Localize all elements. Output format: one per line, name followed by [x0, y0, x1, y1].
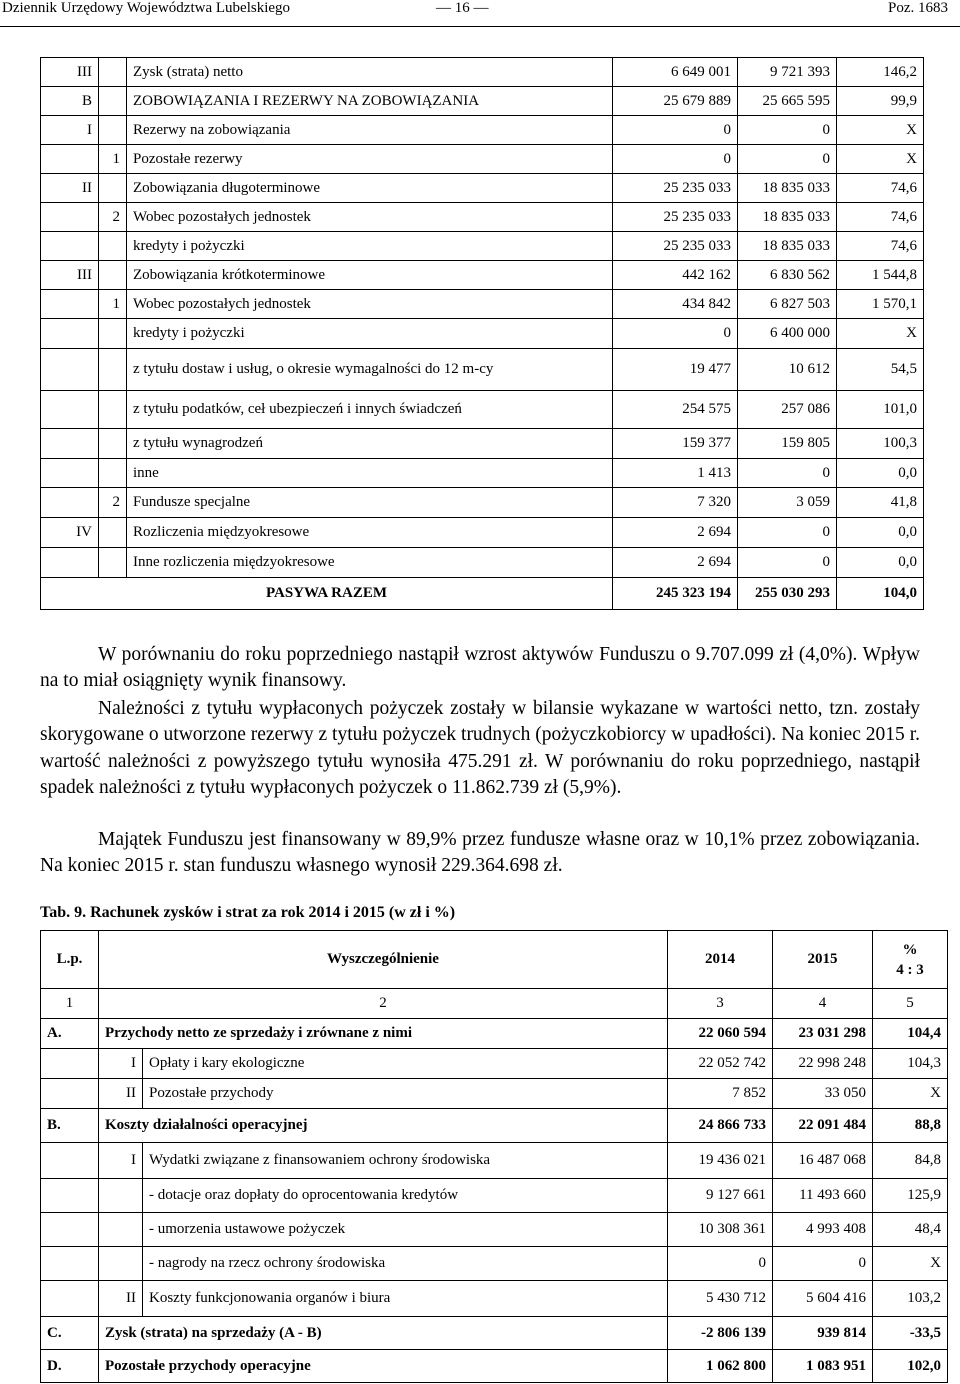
value-2015: 0 — [738, 145, 837, 174]
row-label: Rezerwy na zobowiązania — [127, 116, 613, 145]
row-lp — [41, 232, 99, 261]
value-2015: 0 — [738, 518, 837, 548]
row-sub: 2 — [99, 488, 127, 518]
value-2015: 3 059 — [738, 488, 837, 518]
value-2014: 22 052 742 — [668, 1049, 773, 1079]
row-sub: I — [99, 1143, 143, 1179]
value-2014: 434 842 — [613, 290, 738, 319]
value-pct: 48,4 — [873, 1213, 948, 1247]
table-row — [41, 87, 924, 116]
header-2014: 2014 — [668, 931, 773, 989]
journal-title: Dziennik Urzędowy Województwa Lubelskiego — [2, 0, 291, 16]
row-lp — [41, 1179, 99, 1213]
value-2015: 22 998 248 — [773, 1049, 873, 1079]
row-sub — [99, 232, 127, 261]
table-row — [41, 349, 924, 391]
value-2014: 10 308 361 — [668, 1213, 773, 1247]
colnum: 4 — [773, 989, 873, 1019]
row-label: Wobec pozostałych jednostek — [127, 203, 613, 232]
value-2014: 159 377 — [613, 429, 738, 459]
header-pct-ratio: 4 : 3 — [896, 961, 924, 978]
table-row — [41, 261, 924, 290]
value-2015: 23 031 298 — [773, 1019, 873, 1049]
table-row — [41, 319, 924, 349]
table-row — [41, 1247, 948, 1281]
table-row — [41, 1281, 948, 1317]
total-2015: 255 030 293 — [738, 578, 837, 610]
header-pct-sign: % — [902, 941, 918, 958]
row-label: Pozostałe przychody — [143, 1079, 668, 1109]
total-pct: 104,0 — [837, 578, 924, 610]
colnum: 1 — [41, 989, 99, 1019]
page-header — [0, 0, 960, 27]
row-label: z tytułu wynagrodzeń — [127, 429, 613, 459]
value-2015: 18 835 033 — [738, 232, 837, 261]
colnum: 2 — [99, 989, 668, 1019]
value-2014: 2 694 — [613, 548, 738, 578]
table-row — [41, 116, 924, 145]
value-2015: 22 091 484 — [773, 1109, 873, 1143]
value-2014: 5 430 712 — [668, 1281, 773, 1317]
table-row — [41, 459, 924, 488]
row-label: inne — [127, 459, 613, 488]
row-label: Zysk (strata) netto — [127, 58, 613, 87]
value-pct: 84,8 — [873, 1143, 948, 1179]
paragraph-1: W porównaniu do roku poprzedniego nastąpił wzrost aktywów Funduszu o 9.707.099 zł (4,0%). Wpływ na to miał osiągnięty wynik finansowy. — [40, 644, 920, 692]
value-2015: 10 612 — [738, 349, 837, 391]
row-label: - dotacje oraz dopłaty do oprocentowania kredytów — [143, 1179, 668, 1213]
row-lp: I — [41, 116, 99, 145]
value-2015: 1 083 951 — [773, 1350, 873, 1383]
header-lp: L.p. — [41, 931, 99, 989]
total-row — [41, 578, 924, 610]
table-row — [41, 488, 924, 518]
table-row — [41, 1213, 948, 1247]
value-2014: 25 235 033 — [613, 232, 738, 261]
row-lp: A. — [41, 1019, 99, 1049]
value-pct: 146,2 — [837, 58, 924, 87]
value-pct: 104,3 — [873, 1049, 948, 1079]
value-pct: 103,2 — [873, 1281, 948, 1317]
value-2014: 7 852 — [668, 1079, 773, 1109]
row-label: Zobowiązania długoterminowe — [127, 174, 613, 203]
value-pct: -33,5 — [873, 1317, 948, 1350]
value-2014: 25 235 033 — [613, 174, 738, 203]
value-2014: 0 — [613, 116, 738, 145]
header-pct — [873, 931, 948, 989]
table-row — [41, 391, 924, 429]
table-row — [41, 1109, 948, 1143]
value-2014: 1 413 — [613, 459, 738, 488]
value-pct: 0,0 — [837, 459, 924, 488]
value-pct: 101,0 — [837, 391, 924, 429]
row-lp: B — [41, 87, 99, 116]
value-2014: 25 235 033 — [613, 203, 738, 232]
value-2015: 33 050 — [773, 1079, 873, 1109]
value-2015: 6 400 000 — [738, 319, 837, 349]
value-pct: 0,0 — [837, 548, 924, 578]
value-2015: 18 835 033 — [738, 174, 837, 203]
table-row — [41, 429, 924, 459]
row-sub — [99, 116, 127, 145]
row-sub — [99, 391, 127, 429]
row-label: Pozostałe rezerwy — [127, 145, 613, 174]
row-lp: B. — [41, 1109, 99, 1143]
row-lp — [41, 349, 99, 391]
row-lp — [41, 391, 99, 429]
value-pct: 99,9 — [837, 87, 924, 116]
value-pct: 54,5 — [837, 349, 924, 391]
column-number-row — [41, 989, 948, 1019]
row-lp — [41, 203, 99, 232]
table-header-row — [41, 931, 948, 989]
total-2014: 245 323 194 — [613, 578, 738, 610]
row-sub — [99, 518, 127, 548]
value-2014: 442 162 — [613, 261, 738, 290]
row-lp — [41, 1049, 99, 1079]
row-lp — [41, 1213, 99, 1247]
value-2015: 159 805 — [738, 429, 837, 459]
table-row — [41, 1350, 948, 1383]
value-pct: 102,0 — [873, 1350, 948, 1383]
value-pct: 74,6 — [837, 203, 924, 232]
row-label: - umorzenia ustawowe pożyczek — [143, 1213, 668, 1247]
value-2015: 0 — [738, 116, 837, 145]
liabilities-table — [40, 57, 924, 610]
value-2015: 4 993 408 — [773, 1213, 873, 1247]
value-2015: 0 — [773, 1247, 873, 1281]
table-row — [41, 1079, 948, 1109]
row-label: ZOBOWIĄZANIA I REZERWY NA ZOBOWIĄZANIA — [127, 87, 613, 116]
value-pct: X — [837, 319, 924, 349]
value-2015: 16 487 068 — [773, 1143, 873, 1179]
value-2014: 0 — [668, 1247, 773, 1281]
row-lp: D. — [41, 1350, 99, 1383]
value-2014: 2 694 — [613, 518, 738, 548]
row-sub — [99, 548, 127, 578]
page-number: — 16 — — [436, 0, 489, 16]
value-2014: 1 062 800 — [668, 1350, 773, 1383]
row-label: Koszty funkcjonowania organów i biura — [143, 1281, 668, 1317]
value-pct: 41,8 — [837, 488, 924, 518]
value-pct: 74,6 — [837, 232, 924, 261]
value-2015: 0 — [738, 459, 837, 488]
row-sub — [99, 261, 127, 290]
value-2014: 19 477 — [613, 349, 738, 391]
table-row — [41, 1143, 948, 1179]
row-label: Wobec pozostałych jednostek — [127, 290, 613, 319]
value-2014: 6 649 001 — [613, 58, 738, 87]
table-row — [41, 1019, 948, 1049]
profit-loss-table — [40, 930, 948, 1383]
value-2015: 5 604 416 — [773, 1281, 873, 1317]
header-2015: 2015 — [773, 931, 873, 989]
table-row — [41, 174, 924, 203]
value-pct: 1 570,1 — [837, 290, 924, 319]
table-row — [41, 548, 924, 578]
value-2015: 18 835 033 — [738, 203, 837, 232]
row-label: Wydatki związane z finansowaniem ochrony środowiska — [143, 1143, 668, 1179]
value-pct: 88,8 — [873, 1109, 948, 1143]
row-label: Przychody netto ze sprzedaży i zrównane z nimi — [99, 1019, 668, 1049]
value-pct: 74,6 — [837, 174, 924, 203]
table-row — [41, 145, 924, 174]
row-lp: III — [41, 58, 99, 87]
value-pct: 100,3 — [837, 429, 924, 459]
value-2015: 11 493 660 — [773, 1179, 873, 1213]
table-row — [41, 518, 924, 548]
table-row — [41, 232, 924, 261]
row-lp — [41, 290, 99, 319]
row-label: Opłaty i kary ekologiczne — [143, 1049, 668, 1079]
row-label: z tytułu dostaw i usług, o okresie wymagalności do 12 m-cy — [127, 349, 613, 391]
row-sub — [99, 1179, 143, 1213]
value-2014: 25 679 889 — [613, 87, 738, 116]
row-sub: 1 — [99, 145, 127, 174]
value-2014: 9 127 661 — [668, 1179, 773, 1213]
total-label: PASYWA RAZEM — [41, 578, 613, 610]
value-2015: 0 — [738, 548, 837, 578]
row-sub: II — [99, 1079, 143, 1109]
value-2014: 19 436 021 — [668, 1143, 773, 1179]
paragraph-2: Należności z tytułu wypłaconych pożyczek zostały w bilansie wykazane w wartości netto, tzn. zostały skorygowane o utworzone rezerwy z tytułu pożyczek trudnych (pożyczkobiorcy w upadłości). Na koniec 2015 r. wartość należności z powyższego tytułu wynosiła 475.291 zł. W porównaniu do roku poprzedniego, nastąpił spadek należności z tytułu wypłaconych pożyczek o 11.862.739 zł (5,9%). — [40, 698, 920, 798]
row-sub: 1 — [99, 290, 127, 319]
row-label: kredyty i pożyczki — [127, 319, 613, 349]
row-lp — [41, 145, 99, 174]
row-lp — [41, 429, 99, 459]
row-sub — [99, 1247, 143, 1281]
header-desc: Wyszczególnienie — [99, 931, 668, 989]
table-row — [41, 290, 924, 319]
value-pct: X — [873, 1079, 948, 1109]
table-row — [41, 1179, 948, 1213]
row-lp — [41, 1247, 99, 1281]
table-row — [41, 203, 924, 232]
value-2015: 25 665 595 — [738, 87, 837, 116]
row-lp — [41, 488, 99, 518]
row-sub — [99, 58, 127, 87]
row-lp: III — [41, 261, 99, 290]
value-2014: 0 — [613, 145, 738, 174]
row-label: Koszty działalności operacyjnej — [99, 1109, 668, 1143]
value-2014: -2 806 139 — [668, 1317, 773, 1350]
row-lp: C. — [41, 1317, 99, 1350]
row-lp — [41, 1079, 99, 1109]
row-lp — [41, 1143, 99, 1179]
value-pct: X — [837, 145, 924, 174]
value-2015: 6 830 562 — [738, 261, 837, 290]
value-pct: X — [837, 116, 924, 145]
value-2015: 6 827 503 — [738, 290, 837, 319]
row-sub: I — [99, 1049, 143, 1079]
value-2014: 7 320 — [613, 488, 738, 518]
row-sub — [99, 319, 127, 349]
value-2014: 22 060 594 — [668, 1019, 773, 1049]
row-label: kredyty i pożyczki — [127, 232, 613, 261]
row-sub — [99, 459, 127, 488]
table-row — [41, 1317, 948, 1350]
row-label: z tytułu podatków, ceł ubezpieczeń i innych świadczeń — [127, 391, 613, 429]
row-lp — [41, 1281, 99, 1317]
value-pct: 1 544,8 — [837, 261, 924, 290]
row-label: Zysk (strata) na sprzedaży (A - B) — [99, 1317, 668, 1350]
row-sub: II — [99, 1281, 143, 1317]
row-lp: II — [41, 174, 99, 203]
row-lp — [41, 548, 99, 578]
value-2014: 24 866 733 — [668, 1109, 773, 1143]
row-lp — [41, 459, 99, 488]
paragraph-3: Majątek Funduszu jest finansowany w 89,9% przez fundusze własne oraz w 10,1% przez zobowiązania. Na koniec 2015 r. stan funduszu własnego wynosił 229.364.698 zł. — [40, 829, 920, 877]
row-label: Fundusze specjalne — [127, 488, 613, 518]
row-lp: IV — [41, 518, 99, 548]
position-number: Poz. 1683 — [888, 0, 948, 16]
value-2015: 939 814 — [773, 1317, 873, 1350]
colnum: 5 — [873, 989, 948, 1019]
value-pct: 125,9 — [873, 1179, 948, 1213]
row-label: Inne rozliczenia międzyokresowe — [127, 548, 613, 578]
row-sub — [99, 174, 127, 203]
row-label: - nagrody na rzecz ochrony środowiska — [143, 1247, 668, 1281]
table-row — [41, 1049, 948, 1079]
row-sub — [99, 349, 127, 391]
value-pct: 104,4 — [873, 1019, 948, 1049]
row-label: Rozliczenia międzyokresowe — [127, 518, 613, 548]
row-sub: 2 — [99, 203, 127, 232]
row-sub — [99, 429, 127, 459]
row-label: Zobowiązania krótkoterminowe — [127, 261, 613, 290]
row-label: Pozostałe przychody operacyjne — [99, 1350, 668, 1383]
row-sub — [99, 87, 127, 116]
value-pct: X — [873, 1247, 948, 1281]
value-pct: 0,0 — [837, 518, 924, 548]
row-sub — [99, 1213, 143, 1247]
table-caption: Tab. 9. Rachunek zysków i strat za rok 2014 i 2015 (w zł i %) — [40, 904, 456, 921]
value-2015: 257 086 — [738, 391, 837, 429]
row-lp — [41, 319, 99, 349]
value-2015: 9 721 393 — [738, 58, 837, 87]
table-row — [41, 58, 924, 87]
value-2014: 0 — [613, 319, 738, 349]
value-2014: 254 575 — [613, 391, 738, 429]
colnum: 3 — [668, 989, 773, 1019]
